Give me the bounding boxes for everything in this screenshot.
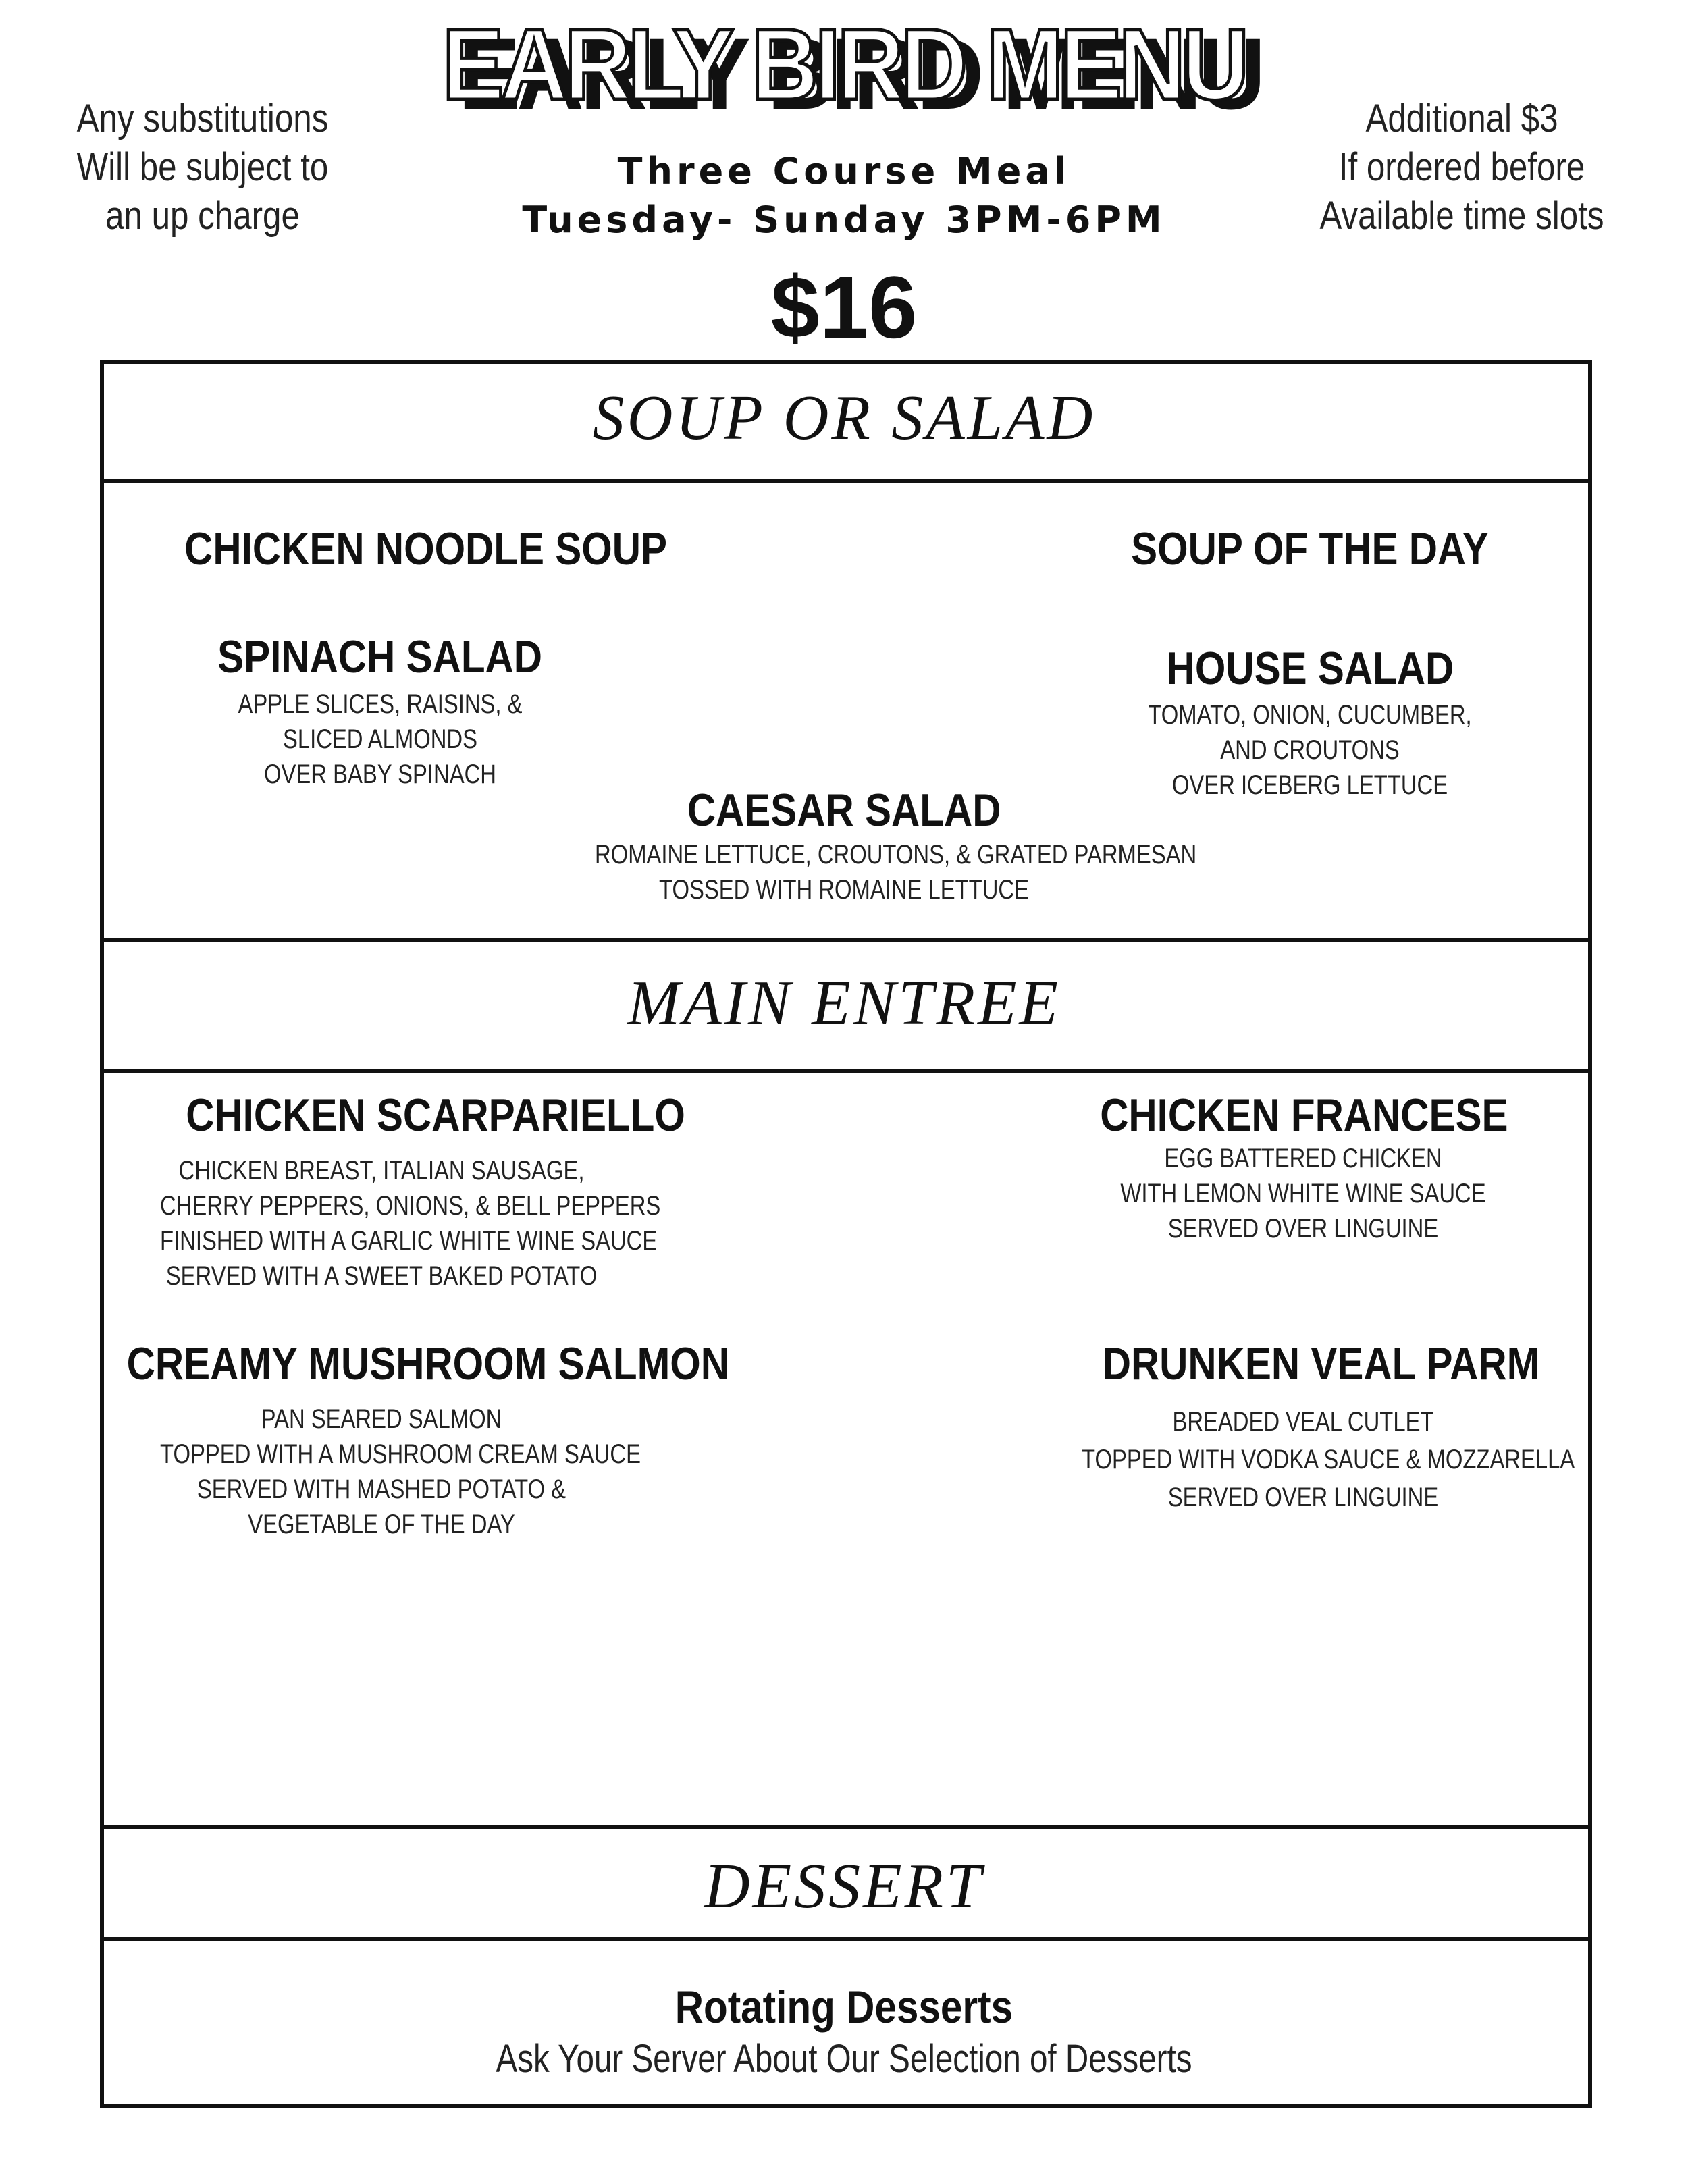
item-description: TOMATO, ONION, CUCUMBER, AND CROUTONS OVER ICEBERG LETTUCE [1148,700,1472,800]
item-description: ROMAINE LETTUCE, CROUTONS, & GRATED PARMESAN TOSSED WITH ROMAINE LETTUCE [595,840,1197,905]
note-line: If ordered before [1338,145,1585,189]
section-title-dessert: DESSERT [704,1851,984,1921]
note-line: Available time slots [1319,194,1604,238]
menu-item-creamy-mushroom-salmon: CREAMY MUSHROOM SALMON [126,1338,730,1389]
menu-item-chicken-noodle-soup: CHICKEN NOODLE SOUP [184,523,668,575]
item-description: EGG BATTERED CHICKEN WITH LEMON WHITE WINE SAUCE SERVED OVER LINGUINE [1120,1144,1486,1244]
menu-price: $16 [770,258,918,356]
note-line: Will be subject to [76,145,329,189]
item-description: APPLE SLICES, RAISINS, & SLICED ALMONDS OVER BABY SPINACH [238,689,523,789]
menu-item-rotating-desserts: Rotating Desserts [675,1981,1013,2033]
menu-item-caesar-salad: CAESAR SALAD [687,784,1001,836]
menu-item-soup-of-the-day: SOUP OF THE DAY [1131,523,1489,575]
note-line: Any substitutions [76,97,329,140]
course-info [0,147,1688,244]
note-line: Additional $3 [1365,97,1558,140]
menu-item-drunken-veal-parm: DRUNKEN VEAL PARM [1102,1338,1540,1389]
menu-title: EARLY BIRD MENU [442,7,1246,121]
days-line: Tuesday- Sunday 3PM-6PM [522,198,1166,241]
item-description: BREADED VEAL CUTLET TOPPED WITH VODKA SAUCE & MOZZARELLA SERVED OVER LINGUINE [1082,1407,1575,1512]
item-description: PAN SEARED SALMON TOPPED WITH A MUSHROOM CREAM SAUCE SERVED WITH MASHED POTATO & VEGETABLE OF THE DAY [160,1404,641,1539]
section-title-soup-salad: SOUP OR SALAD [592,383,1096,453]
item-description: CHICKEN BREAST, ITALIAN SAUSAGE, CHERRY PEPPERS, ONIONS, & BELL PEPPERS FINISHED WITH A GARLIC WHITE WINE SAUCE SERVED WITH A SWEET BAKED POTATO [160,1156,661,1291]
menu-item-spinach-salad: SPINACH SALAD [217,631,543,683]
section-title-main-entree: MAIN ENTREE [627,968,1061,1038]
course-line: Three Course Meal [617,150,1071,192]
dessert-description: Ask Your Server About Our Selection of Desserts [496,2037,1192,2081]
menu-item-chicken-scarpariello: CHICKEN SCARPARIELLO [186,1090,685,1141]
note-line: an up charge [105,194,300,238]
menu-item-chicken-francese: CHICKEN FRANCESE [1100,1090,1508,1141]
menu-item-house-salad: HOUSE SALAD [1166,643,1454,694]
